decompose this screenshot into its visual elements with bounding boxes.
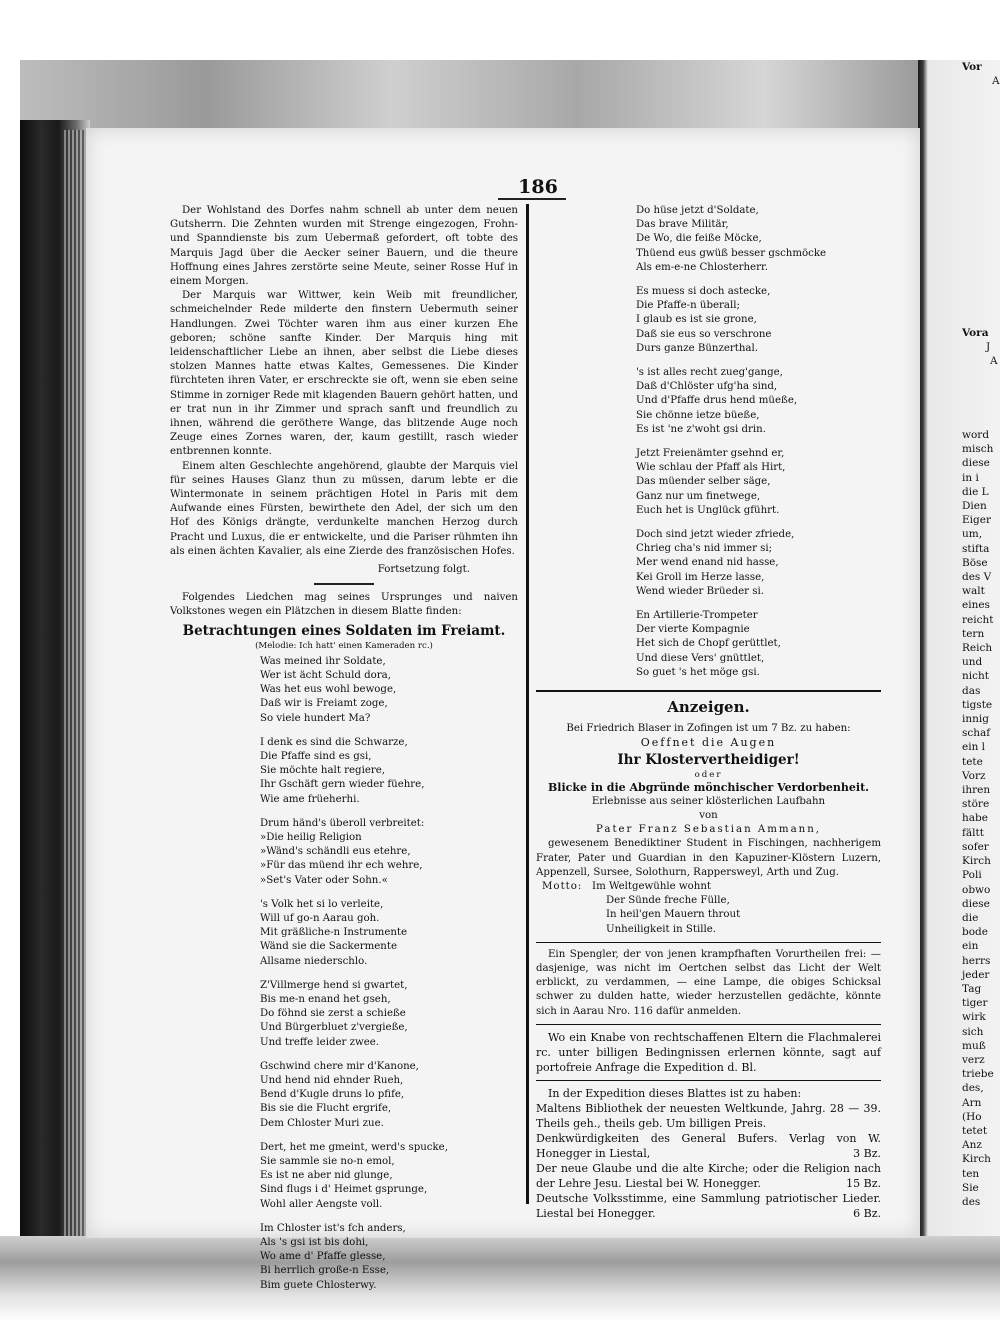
verse-line: Das brave Militär, [636,219,729,231]
neighbor-line: muß [962,1039,986,1052]
book-title: Maltens Bibliothek der neuesten Weltkunde, Jahrg. 28 — 39. Theils geh., theils geb. Um billigen Preis. [536,1101,881,1130]
verse-line: Es ist 'ne z'woht gsi drin. [636,423,766,435]
ad-rule [536,1080,881,1081]
neighbor-line: (Ho [962,1110,982,1123]
ad-book-list [536,1101,881,1221]
book-list-item [536,1191,881,1221]
neighbor-line: Dien [962,500,987,513]
verse-line: Wie ame früeherhi. [260,793,360,805]
verse-line: 's Volk het si lo verleite, [260,898,384,910]
verse-line: Ganz nur um finetwege, [636,490,761,502]
neighbor-line: eines [962,599,990,612]
ad-apprentice: Wo ein Knabe von rechtschaffenen Eltern die Flachmalerei rc. unter billigen Bedingnissen erlernen könnte, sagt auf portofreie Anfrage die Expedition d. Bl. [536,1030,881,1074]
left-column [170,204,518,1303]
verse-line: I glaub es ist sie grone, [636,314,757,326]
ad-description: gewesenem Benediktiner Student in Fischingen, nachherigem Frater, Pater und Guardian in den Kapuziner-Klöstern Luzern, Appenzell, Sursee, Solothurn, Rappersweyl, Arth und Zug. [536,838,881,878]
motto-label: Motto: [542,880,583,892]
verse-line: Jetzt Freienämter gsehnd er, [636,448,785,460]
column-divider [526,204,529,1204]
verse-line: Und treffe leider zwee. [260,1036,379,1048]
right-column [536,204,881,1221]
neighbor-line: stifta [962,542,990,555]
verse-line: 's ist alles recht zueg'gange, [636,367,783,379]
verse-line: Sie möchte halt regiere, [260,765,385,777]
ad-expedition-intro: In der Expedition dieses Blattes ist zu haben: [548,1086,802,1100]
song-stanza [636,204,881,275]
verse-line: Und Bürgerbluet z'vergieße, [260,1022,408,1034]
neighbor-line: in i [962,471,979,484]
story-paragraph: Einem alten Geschlechte angehörend, glaubte der Marquis viel für seines Hauses Glanz thun zu müssen, darum lebte er die Wintermonate in seinem prächtigen Hotel in Paris mit dem Aufwande eines Fürsten, bewirthete den Adel, der sich um den Hof des Königs drängte, verdunkelte manchen Herzog durch Pracht und Luxus, die er entwickelte, und die Pariser rühmten ihn als einen ächten Kavalier, als eine Zierde des französischen Hofes. [170,460,518,557]
neighbor-page-column [962,428,994,1209]
neighbor-line: bode [962,926,988,939]
verse-line: Allsame niederschlo. [260,955,368,967]
neighbor-line: sich [962,1025,984,1038]
song-stanza [260,898,518,969]
neighbor-line: Böse [962,556,988,569]
verse-line: Wo ame d' Pfaffe glesse, [260,1251,386,1263]
neighbor-line: triebe [962,1068,994,1081]
verse-line: Die Pfaffe-n überall; [636,300,740,312]
book-title: Denkwürdigkeiten des General Bufers. Verlag von W. Honegger in Liestal, [536,1131,881,1160]
verse-line: Z'Villmerge hend si gwartet, [260,979,408,991]
ad-title: Ihr Klostervertheidiger! [617,751,800,768]
verse-line: Wänd sie die Sackermente [260,941,397,953]
ad-intro: Bei Friedrich Blaser in Zofingen ist um 7 Bz. zu haben: [566,723,851,735]
section-rule [536,690,881,692]
verse-line: Daß sie eus so verschrone [636,328,772,340]
song-stanza [260,979,518,1050]
neighbor-line: Anz [962,1139,982,1152]
verse-line: Was het eus wohl bewoge, [260,684,397,696]
ad-spengler: Ein Spengler, der von jenen krampfhaften Vorurtheilen frei: — dasjenige, was nicht im Oertchen selbst das Licht der Welt erblickt, zu verdammen, — eine Lampe, die obiges Schicksal schwer zu dulden hatte, wieder herzustellen gedächte, könnte sich in Aarau Nro. 116 dafür anmelden. [536,948,881,1017]
verse-line: »Die heilig Religion [260,831,362,843]
verse-line: Daß d'Chlöster ufg'ha sind, [636,381,778,393]
verse-line: Do föhnd sie zerst a schieße [260,1008,406,1020]
neighbor-line: Poli [962,869,982,882]
verse-line: Die Pfaffe sind es gsi, [260,750,372,762]
book-price: 15 Bz. [846,1176,881,1190]
verse-line: Het sich de Chopf gerüttlet, [636,638,781,650]
neighbor-line: Kirch [962,1153,991,1166]
ad-rule [536,1024,881,1025]
neighbor-line: Arn [962,1096,982,1109]
verse-line: Sie sammle sie no-n emol, [260,1155,395,1167]
neighbor-line: word [962,429,990,441]
verse-line: »Wänd's schändli eus etehre, [260,846,411,858]
neighbor-line: reicht [962,613,994,626]
book-list-item [536,1131,881,1161]
song-intro: Folgendes Liedchen mag seines Ursprunges und naiven Volkstones wegen ein Plätzchen in diesem Blatte finden: [170,592,518,618]
book-list-item [536,1161,881,1191]
neighbor-line: jeder [962,968,990,981]
verse-line: Drum händ's überoll verbreitet: [260,817,425,829]
verse-line: So guet 's het möge gsi. [636,666,760,678]
neighbor-line: wirk [962,1011,986,1024]
neighbor-line: tigste [962,698,993,711]
neighbor-line: um, [962,528,983,541]
neighbor-line: obwo [962,883,991,896]
motto-line: In heil'gen Mauern throut [606,909,741,921]
verse-line: Mit gräßliche-n Instrumente [260,927,408,939]
book-price: 3 Bz. [853,1146,881,1160]
page-edges [62,130,84,1250]
neighbor-line: misch [962,443,994,456]
story-paragraph: Der Wohlstand des Dorfes nahm schnell ab unter dem neuen Gutsherrn. Die Zehnten wurden mit Strenge eingezogen, Frohn- und Spanndienste bis zum Uebermaß gefordert, oft tobte des Marquis Jagd über die Aecker seiner Bauern, und die theure Hoffnung eines Jahres zerstörte seine Meute, seiner Rosse Huf in einem Morgen. [170,205,518,288]
neighbor-line: Tag [962,982,982,995]
neighbor-line: ein l [962,741,986,754]
verse-line: Es muess si doch astecke, [636,286,771,298]
song-stanza [636,609,881,680]
verse-line: Dem Chloster Muri zue. [260,1117,384,1129]
page-number: 186 [518,176,558,198]
neighbor-line: tete [962,755,983,768]
song-stanza [260,655,518,726]
verse-line: Sie chönne ietze büeße, [636,409,760,421]
verse-line: Der vierte Kompagnie [636,624,750,636]
neighbor-line: walt [962,585,985,598]
header-rule [498,198,566,200]
verse-line: Wer ist ächt Schuld dora, [260,669,391,681]
neighbor-line: Reich [962,642,993,655]
ad-oder: oder [694,769,723,780]
song-title: Betrachtungen eines Soldaten im Freiamt. [182,622,506,639]
scan-margin-top [0,0,1000,60]
neighbor-line: diese [962,897,990,910]
verse-line: Mer wend enand nid hasse, [636,557,779,569]
continuation-note: Fortsetzung folgt. [377,564,470,576]
ad-motto [542,880,881,937]
neighbor-line: ten [962,1167,980,1180]
verse-line: Wohl aller Aengste voll. [260,1198,383,1210]
neighbor-line: A [992,75,1000,87]
neighbor-line: herrs [962,954,991,967]
verse-line: Durs ganze Bünzerthal. [636,342,758,354]
verse-line: Will uf go-n Aarau goh. [260,912,380,924]
ad-title: Oeffnet die Augen [640,736,777,750]
verse-line: Was meined ihr Soldate, [260,655,386,667]
verse-line: Bi herrlich große-n Esse, [260,1265,390,1277]
verse-line: Bim guete Chlosterwy. [260,1279,377,1291]
verse-line: En Artillerie-Trompeter [636,610,758,622]
verse-line: Daß wir is Freiamt zoge, [260,698,388,710]
verse-line: Doch sind jetzt wieder zfriede, [636,529,795,541]
neighbor-line: des [962,1195,981,1208]
ad-title: Blicke in die Abgründe mönchischer Verdorbenheit. [547,780,869,794]
verse-line: Und d'Pfaffe drus hend müeße, [636,395,798,407]
song-stanza [260,1141,518,1212]
book-price: 6 Bz. [853,1206,881,1220]
book-list-item [536,1101,881,1131]
motto-line: Unheiligkeit in Stille. [606,923,716,935]
neighbor-line: ihren [962,784,991,797]
verse-line: De Wo, die feiße Möcke, [636,233,762,245]
verse-line: Bend d'Kugle druns lo pfife, [260,1089,405,1101]
song-verses-right [636,204,881,680]
neighbor-line: tetet [962,1124,988,1137]
neighbor-page-top [962,60,1000,88]
neighbor-line: A [990,355,998,368]
verse-line: »Für das müend ihr ech wehre, [260,860,423,872]
song-stanza [260,1060,518,1131]
neighbor-line: tiger [962,997,988,1010]
verse-line: Do hüse jetzt d'Soldate, [636,205,759,216]
song-stanza [636,285,881,356]
verse-line: »Set's Vater oder Sohn.« [260,874,388,886]
song-stanza [260,1222,518,1293]
neighbor-line: ein [962,940,979,953]
verse-line: Gschwind chere mir d'Kanone, [260,1060,419,1072]
neighbor-line: verz [962,1053,985,1066]
verse-line: Dert, het me gmeint, werd's spucke, [260,1141,448,1153]
song-melody: (Melodie: Ich hatt' einen Kameraden rc.) [255,640,433,651]
song-stanza [636,528,881,599]
verse-line: Kei Groll im Herze lasse, [636,571,765,583]
neighbor-line: tern [962,627,985,640]
ad-rule [536,942,881,943]
verse-line: Es ist ne aber nid glunge, [260,1170,393,1182]
neighbor-line: diese [962,457,990,470]
neighbor-line: Vorz [962,769,986,782]
verse-line: Chrieg cha's nid immer si; [636,543,773,555]
verse-line: Und diese Vers' gnüttlet, [636,652,765,664]
neighbor-line: Sie [962,1181,979,1194]
verse-line: Bis sie die Flucht ergrife, [260,1103,392,1115]
neighbor-line: und [962,656,983,669]
neighbor-line: Vora [962,327,989,339]
ad-subtitle: Erlebnisse aus seiner klösterlichen Laufbahn [591,795,826,807]
verse-line: Und hend nid ehnder Rueh, [260,1074,404,1086]
verse-line: Thüend eus gwüß besser gschmöcke [636,247,827,259]
neighbor-line: J [986,341,991,354]
neighbor-line: des V [962,571,992,584]
neighbor-line: störe [962,798,990,811]
song-verses-left [260,655,518,1293]
book-title: Deutsche Volksstimme, eine Sammlung patriotischer Lieder. Liestal bei Honegger. [536,1191,881,1220]
verse-line: Bis me-n enand het gseh, [260,993,391,1005]
verse-line: Als 's gsi ist bis dohi, [260,1237,369,1248]
song-stanza [636,447,881,518]
neighbor-line: Eiger [962,514,991,527]
neighbor-line: des, [962,1082,984,1095]
section-rule [314,583,374,585]
verse-line: Wend wieder Brüeder si. [636,585,764,597]
neighbor-line: die [962,911,979,924]
neighbor-line: die L [962,485,989,498]
ad-author: Pater Franz Sebastian Ammann, [595,824,822,836]
ad-von: von [699,809,718,821]
verse-line: Das müender selber säge, [636,476,771,488]
neighbor-line: Vor [962,61,982,73]
neighbor-line: innig [962,713,989,726]
verse-line: Als em-e-ne Chlosterherr. [636,261,768,273]
book-title: Der neue Glaube und die alte Kirche; oder die Religion nach der Lehre Jesu. Liestal bei W. Honegger. [536,1161,881,1190]
song-stanza [636,366,881,437]
verse-line: Euch het is Unglück gführt. [636,504,780,516]
neighbor-page-header [962,326,998,369]
neighbor-line: fältt [962,826,984,839]
verse-line: Ihr Gschäft gern wieder füehre, [260,779,425,791]
verse-line: Sind flugs i d' Heimet gsprunge, [260,1184,428,1196]
motto-line: Der Sünde freche Fülle, [606,895,730,907]
announcements-title: Anzeigen. [667,698,750,717]
song-stanza [260,817,518,888]
verse-line: Im Chloster ist's fch anders, [260,1222,406,1234]
neighbor-line: sofer [962,840,989,853]
verse-line: Wie schlau der Pfaff als Hirt, [636,462,786,474]
neighbor-line: Kirch [962,855,991,868]
neighbor-line: das [962,684,981,697]
neighbor-line: nicht [962,670,989,683]
motto-line: Im Weltgewühle wohnt [592,880,711,892]
verse-line: So viele hundert Ma? [260,712,371,724]
verse-line: I denk es sind die Schwarze, [260,736,408,748]
story-paragraph: Der Marquis war Wittwer, kein Weib mit freundlicher, schmeichelnder Rede milderte den finstern Uebermuth seiner Handlungen. Zwei Töchter waren ihm aus einer kurzen Ehe geboren; schöne sanfte Kinder. Der Marquis hing mit leidenschaftlicher Liebe an ihnen, aber selbst die Liebe dieses stolzen Mannes hatte etwas Kaltes, Gemessenes. Die Kinder fürchteten ihren Vater, er erschreckte sie oft, wenn sie eben seine Stimme in zorniger Rede mit klagenden Bauern gehört hatten, und er trat nun in ihr Zimmer und sprach sanft und freundlich zu ihnen, während die gerötheте Wange, das blitzende Auge noch Zeuge eines Zornes waren, der, kaum gestillt, rasch wieder entbrennen konnte. [170,290,518,458]
neighbor-line: habe [962,812,988,825]
neighbor-line: schaf [962,727,991,740]
song-stanza [260,736,518,807]
scan-shadow-top [20,60,950,130]
